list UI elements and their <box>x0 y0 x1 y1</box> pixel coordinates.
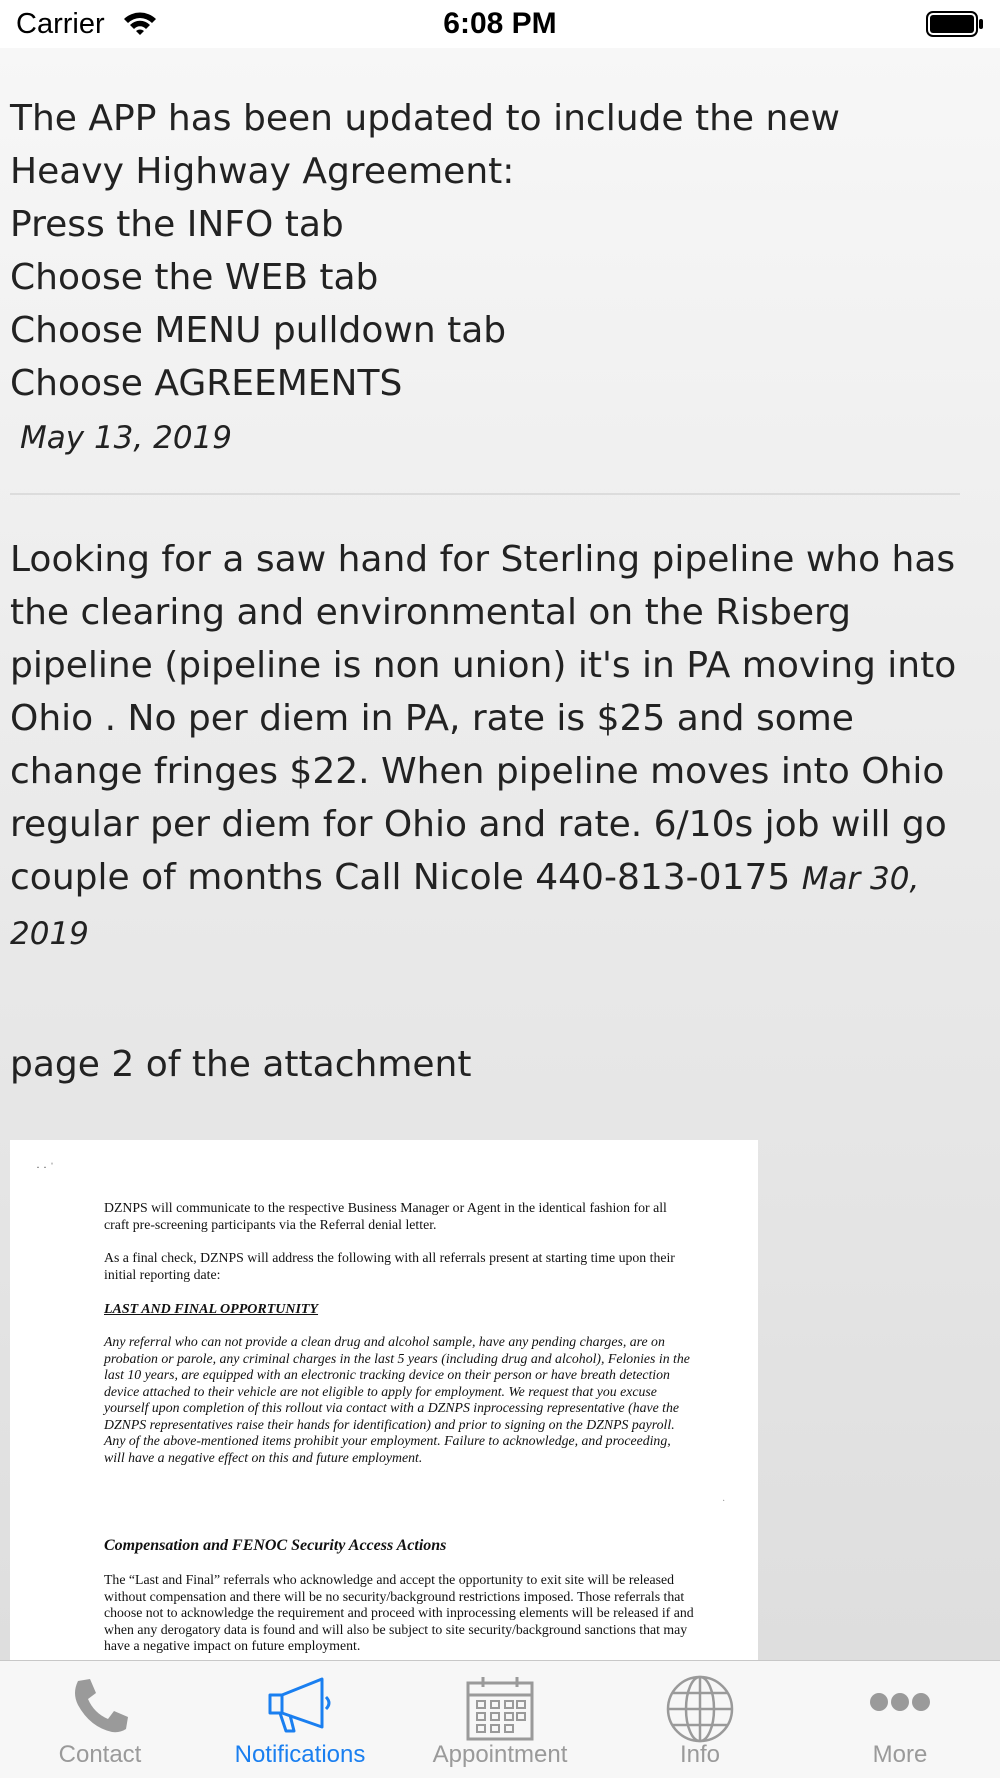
post-date: Mar 30, 2019 <box>10 861 920 952</box>
tab-label: Appointment <box>432 1741 568 1768</box>
doc-paragraph: DZNPS will communicate to the respective Business Manager or Agent in the identical fashion for all craft pre-screening participants via the Referral denial letter. <box>104 1200 667 1232</box>
calendar-icon <box>465 1675 535 1746</box>
tab-notifications[interactable] <box>200 1661 400 1778</box>
notification-post <box>0 533 1000 961</box>
divider <box>10 493 960 495</box>
notification-post <box>0 1038 1000 1091</box>
notification-post <box>0 92 1000 466</box>
tab-label: More <box>872 1741 928 1768</box>
carrier-label: Carrier <box>16 8 105 40</box>
tab-contact[interactable] <box>0 1661 200 1778</box>
tab-label: Contact <box>58 1741 142 1768</box>
battery-icon <box>926 10 984 43</box>
post-text: Looking for a saw hand for Sterling pipeline who has the clearing and environmental on the Risberg pipeline (pipeline is non union) it's in PA moving into Ohio . No per diem in PA, rate is $25 and some change fringes $22. When pipeline moves into Ohio regular per diem for Ohio and rate. 6/10s job will go couple of months Call Nicole 440-813-0175 <box>10 539 957 898</box>
tab-label: Notifications <box>234 1741 366 1768</box>
tab-bar <box>0 1660 1000 1778</box>
more-icon <box>869 1691 931 1718</box>
clock: 6:08 PM <box>443 7 557 40</box>
status-bar <box>0 0 1000 48</box>
doc-paragraph: As a final check, DZNPS will address the following with all referrals present at starting time upon their initial reporting date: <box>104 1250 675 1282</box>
megaphone-icon <box>264 1675 336 1740</box>
tab-info[interactable] <box>600 1661 800 1778</box>
doc-paragraph: The “Last and Final” referrals who acknowledge and accept the opportunity to exit site will be released without compensation and there will be no security/background restrictions imposed. Those referrals that choose not to acknowledge the requirement and proceed with inprocessing elements will be released if and when any derogatory data is found and will also be subject to site security/background sanctions that may have a negative impact on future employment. <box>104 1572 694 1653</box>
phone-icon <box>68 1675 132 1740</box>
doc-paragraph: Any referral who can not provide a clean drug and alcohol sample, have any pending charges, are on probation or parole, any criminal charges in the last 5 years (including drug and alcohol), Felonies in the last 10 years, are equipped with an electronic tracking device on their person or have breath detection device attached to their vehicle are not eligible to apply for employment. We request that you excuse yourself upon completion of this rollout via contact with a DZNPS inprocessing representative (have the DZNPS representatives raise their hands for identification) and prior to signing on the DZNPS payroll. Any of the above-mentioned items prohibit your employment. Failure to acknowledge, and proceeding, will have a negative effect on this and future employment. <box>104 1334 690 1465</box>
post-text: The APP has been updated to include the new Heavy Highway Agreement: Press the INFO tab Choose the WEB tab Choose MENU pulldown tab Choose AGREEMENTS <box>10 98 840 404</box>
attachment-image[interactable] <box>10 1140 758 1660</box>
post-text: page 2 of the attachment <box>10 1044 472 1085</box>
doc-heading: Compensation and FENOC Security Access Actions <box>104 1537 447 1554</box>
post-date: May 13, 2019 <box>20 420 232 456</box>
notifications-feed[interactable] <box>0 48 1000 1660</box>
scan-artifact: · · ˈ <box>36 1160 54 1174</box>
tab-more[interactable] <box>800 1661 1000 1778</box>
globe-icon <box>665 1675 735 1748</box>
tab-appointment[interactable] <box>400 1661 600 1778</box>
scan-artifact: · <box>722 1496 726 1507</box>
doc-heading: LAST AND FINAL OPPORTUNITY <box>104 1302 319 1317</box>
tab-label: Info <box>679 1741 721 1768</box>
